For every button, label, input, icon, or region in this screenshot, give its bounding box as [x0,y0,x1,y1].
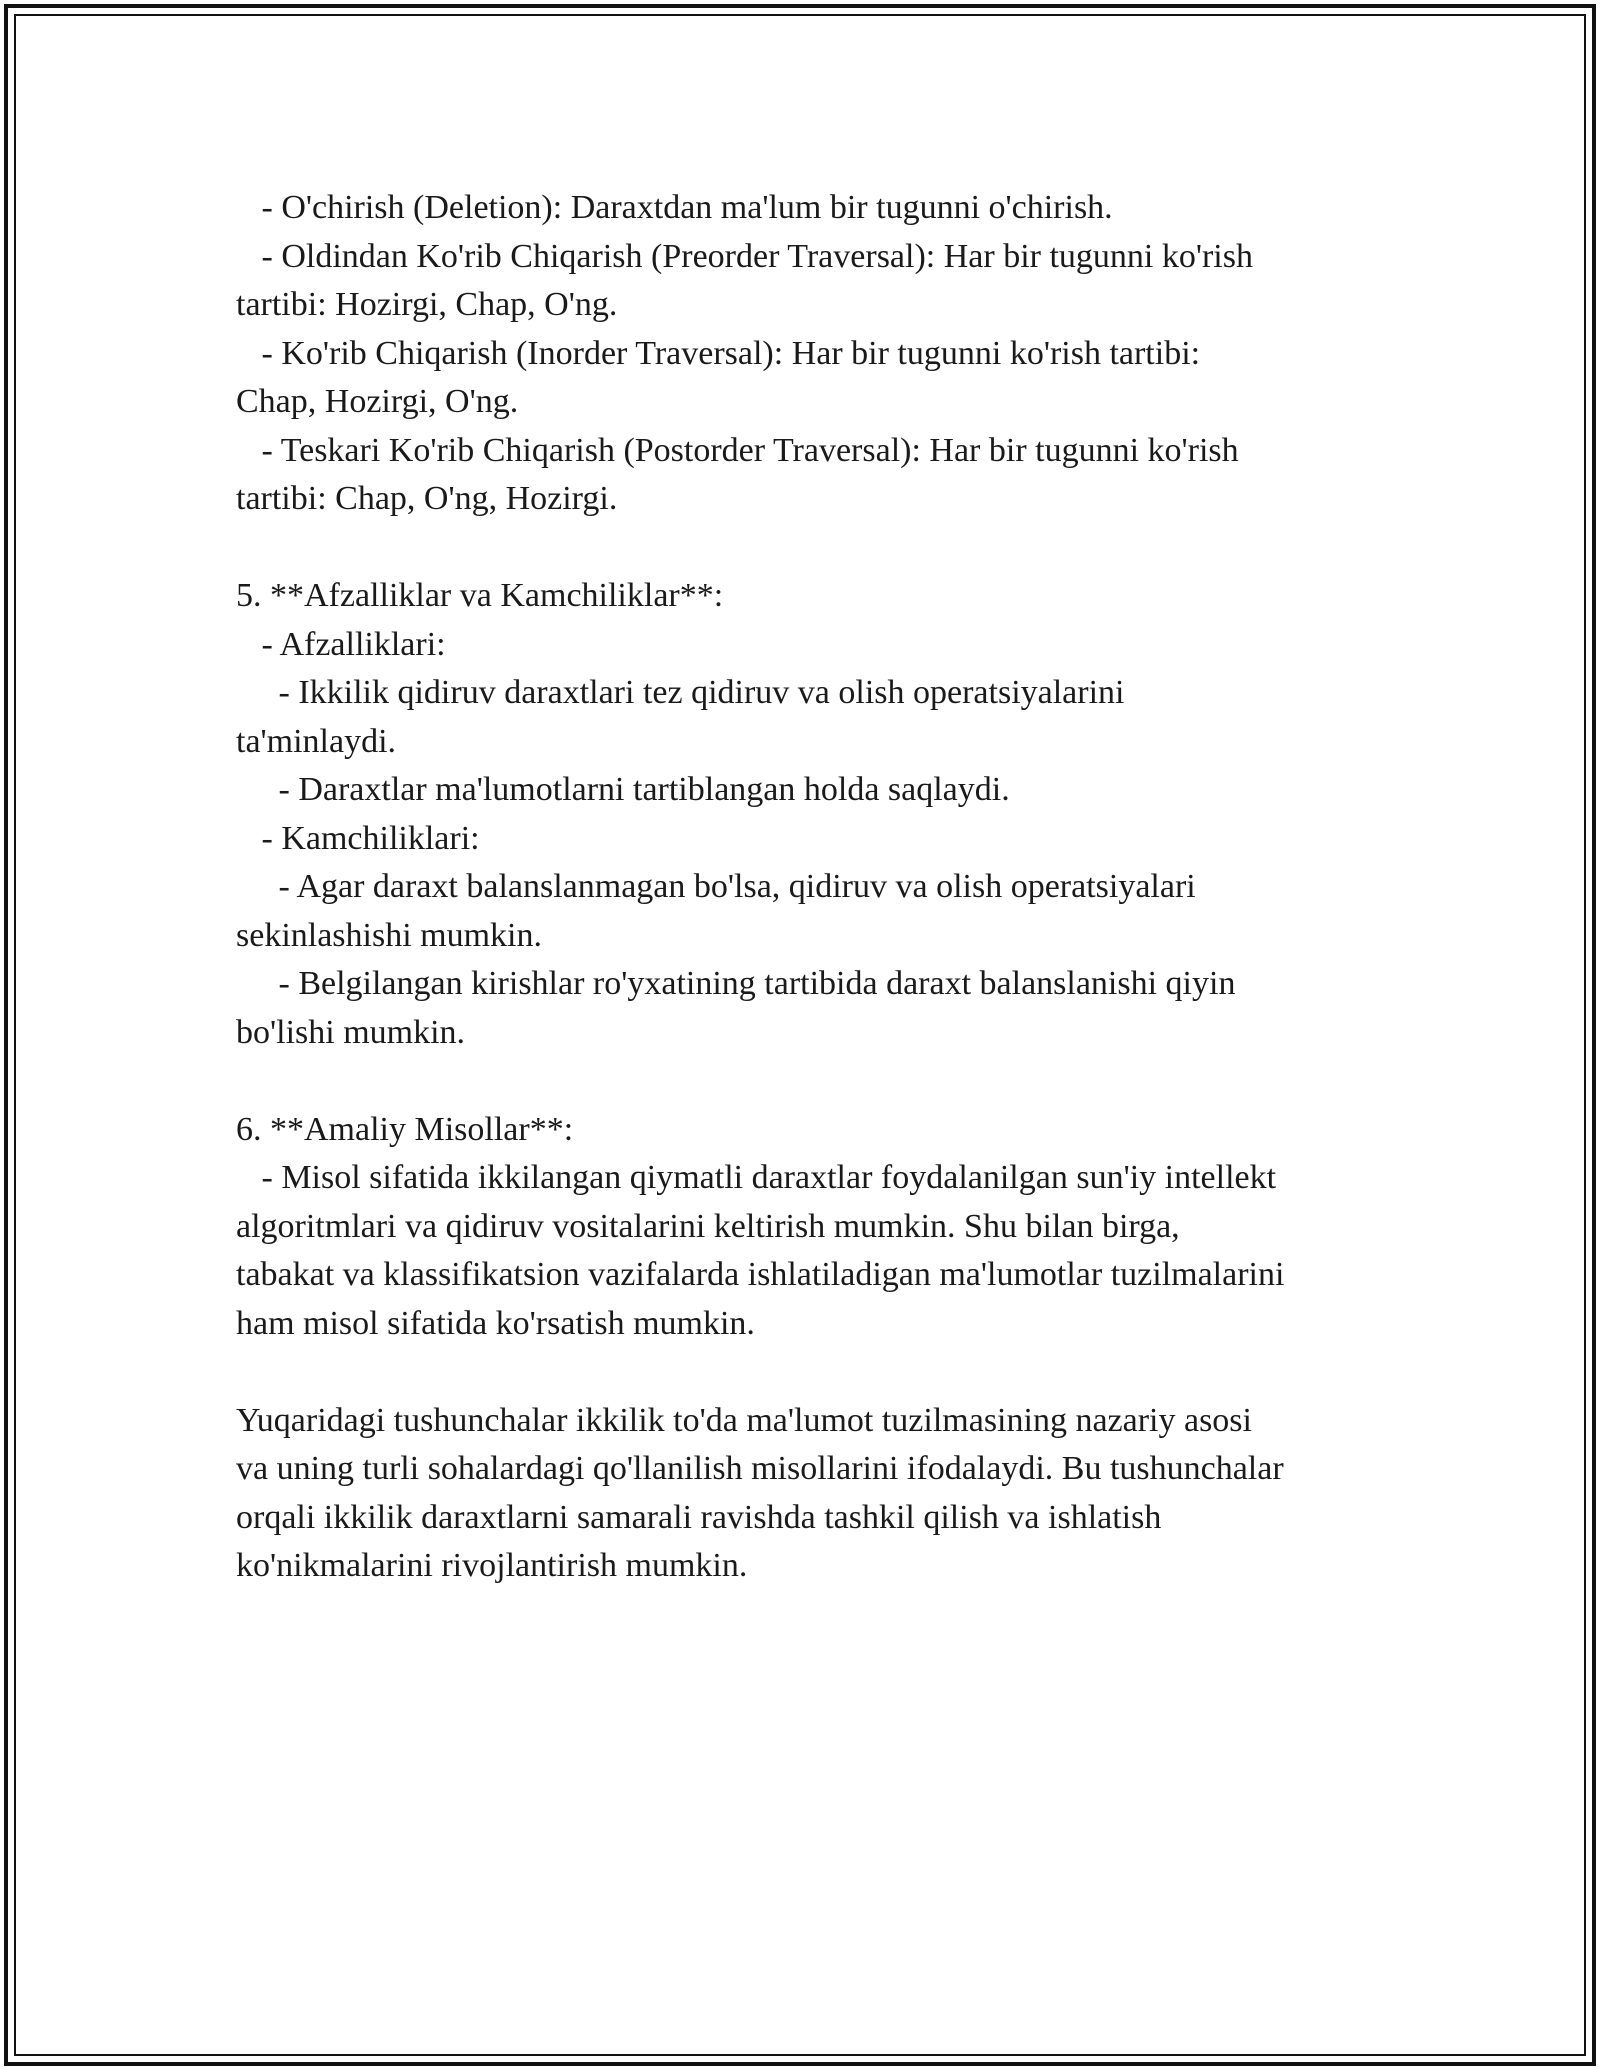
text-line: - Kamchiliklari: [236,819,480,857]
conclusion-line: va uning turli sohalardagi qo'llanilish misollarini ifodalaydi. Bu tushunchalar [236,1450,1284,1487]
blank-line [236,1348,1386,1397]
text-line: tartibi: Hozirgi, Chap, O'ng. [236,286,618,323]
conclusion-line: orqali ikkilik daraxtlarni samarali ravishda tashkil qilish va ishlatish [236,1498,1162,1536]
text-line: Chap, Hozirgi, O'ng. [236,383,519,420]
text-line: - O'chirish (Deletion): Daraxtdan ma'lum bir tugunni o'chirish. [236,189,1113,226]
text-line: tabakat va klassifikatsion vazifalarda ishlatiladigan ma'lumotlar tuzilmalarini [236,1256,1285,1293]
text-line: - Belgilangan kirishlar ro'yxatining tartibida daraxt balanslanishi qiyin [236,965,1236,1002]
text-line: algoritmlari va qidiruv vositalarini keltirish mumkin. Shu bilan birga, [236,1207,1180,1245]
text-line: - Oldindan Ko'rib Chiqarish (Preorder Traversal): Har bir tugunni ko'rish [236,237,1253,275]
blank-line [236,1057,1386,1106]
text-line: - Misol sifatida ikkilangan qiymatli daraxtlar foydalanilgan sun'iy intellekt [236,1159,1277,1196]
conclusion-line: Yuqaridagi tushunchalar ikkilik to'da ma'lumot tuzilmasining nazariy asosi [236,1401,1252,1439]
text-line: - Afzalliklari: [236,625,446,663]
text-line: bo'lishi mumkin. [236,1013,466,1051]
text-line: ta'minlaydi. [236,722,397,760]
text-line: sekinlashishi mumkin. [236,916,542,954]
text-line: - Ko'rib Chiqarish (Inorder Traversal): Har bir tugunni ko'rish tartibi: [236,334,1201,372]
text-line: - Ikkilik qidiruv daraxtlari tez qidiruv va olish operatsiyalarini [236,674,1125,711]
text-line: - Teskari Ko'rib Chiqarish (Postorder Traversal): Har bir tugunni ko'rish [236,431,1239,469]
conclusion-line: ko'nikmalarini rivojlantirish mumkin. [236,1547,748,1584]
text-line: - Daraxtlar ma'lumotlarni tartiblangan holda saqlaydi. [236,771,1010,808]
text-line: - Agar daraxt balanslanmagan bo'lsa, qidiruv va olish operatsiyalari [236,868,1196,905]
section-heading: 5. **Afzalliklar va Kamchiliklar**: [236,577,724,614]
text-line: ham misol sifatida ko'rsatish mumkin. [236,1304,755,1342]
blank-line [236,524,1386,573]
text-line: tartibi: Chap, O'ng, Hozirgi. [236,480,618,517]
section-heading: 6. **Amaliy Misollar**: [236,1110,574,1148]
document-body [236,184,1386,1591]
